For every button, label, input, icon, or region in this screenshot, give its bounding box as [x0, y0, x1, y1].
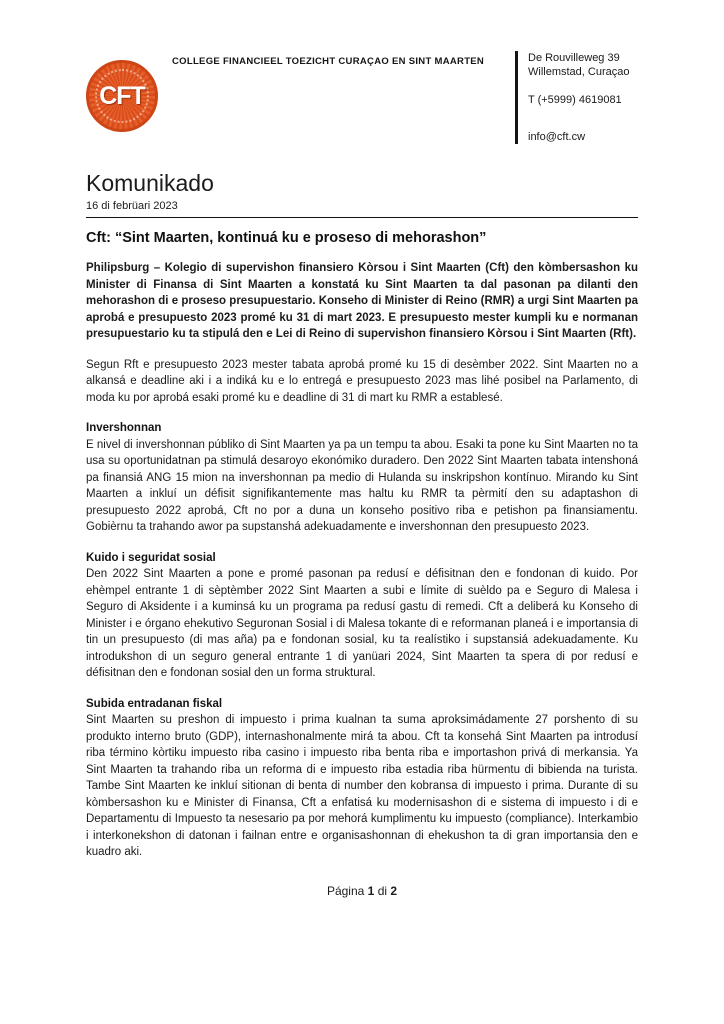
document-body [86, 170, 638, 861]
section-body: Den 2022 Sint Maarten a pone e promé pasonan pa redusí e défisitnan den e fondonan di kuido. Por ehèmpel entrante 1 di sèptèmber 2022 Sint Maarten a subi e límite di suèldo pa e Seguro di Malesa i Seguro di Aksidente i a kuminsá ku un programa pa redusí gastu di remedi. Cft a deliberá ku Konseho di Minister i e órgano ehekutivo Seguronan Sosial i di Malesa tokante di e reformanan planeá i e importansia di tin un presupuesto (di mas aña) pa e fondonan sosial, ku ta realístiko i supstansiá adekuadamente. Ku introdukshon di un seguro general entrante 1 di yanüari 2024, Sint Maarten ta spera di por redusí e défisitnan den e fondonan sosial den un forma struktural. [86, 568, 638, 679]
cft-logo-text: CFT [99, 81, 145, 110]
footer-separator: di [377, 884, 388, 898]
document-date: 16 di febrüari 2023 [86, 200, 178, 212]
page-footer [0, 884, 724, 898]
footer-page-number: 1 [367, 884, 375, 898]
section-body: Sint Maarten su preshon di impuesto i prima kualnan ta suma aproksimádamente 27 porshento di su produkto interno bruto (GDP), internashonalmente mirá ta abou. Cft ta konsehá Sint Maarten pa introdusí riba término kòrtiku impuesto riba casino i impuesto riba benta riba e importashon privá di merkansia. Ya Sint Maarten ta trahando riba un reforma di e impuesto riba estadia riba hürmentu di bibienda na turista. Tambe Sint Maarten ke inkluí sitionan di benta di number den kobransa di impuesto i prima. Durante di su kòmbersashon ku e Minister di Finansa, Cft a enfatisá ku modernisashon di e sistema di impuesto i di e Departamentu di Impuesto ta nesesario pa por mehorá kumplimentu ku impuesto (compliance). Interkambio i interkonekshon di datonan i failnan entre e organisashonnan di ehekushon ta di gran importansia den e kuadro aki. [86, 714, 638, 858]
section-heading-invershonnan: Invershonnan [86, 422, 162, 434]
section-body: E nivel di invershonnan públiko di Sint Maarten ya pa un tempu ta abou. Esaki ta pone ku Sint Maarten no ta usa su oportunidatnan pa stimulá desaroyo ekonómiko duradero. Den 2022 Sint Maarten tabata intenshoná pa finansiá ANG 15 mion na invershonnan pa medio di Hulanda su inskripshon kontínuo. Mirando ku Sint Maarten a inkluí un défisit signifikantemente mas haltu ku RMR ta pèrmití den su adaptashon di presupuesto 2022 aprobá, Cft no por a duna un konseho positivo riba e petishon pa finansiamentu. Gobièrnu ta trahando awor pa supstanshá adekuadamente e invershonnan den presupuesto 2023. [86, 438, 638, 533]
lead-paragraph: Philipsburg – Kolegio di supervishon finansiero Kòrsou i Sint Maarten (Cft) den kòmbersashon ku Minister di Finansa di Sint Maarten a konstatá ku Sint Maarten ta dal pasonan pa dilanti den mehorashon di e proseso presupuestario. Konseho di Minister di Reino (RMR) a urgi Sint Maarten pa aprobá e presupuesto 2023 promé ku 31 di mart 2023. E presupuesto mester kumpli ku e normanan presupuestario ku ta stipulá den e Lei di Reino di supervishon finansiero Kòrsou i Sint Maarten (Rft). [86, 262, 638, 340]
address-line-2: Willemstad, Curaçao [528, 66, 630, 78]
email-address: info@cft.cw [528, 131, 586, 143]
footer-page-total: 2 [390, 884, 398, 898]
organization-name: COLLEGE FINANCIEEL TOEZICHT CURAÇAO EN SINT MAARTEN [172, 56, 485, 67]
footer-label: Página [326, 884, 365, 898]
section-heading-kuido: Kuido i seguridat sosial [86, 551, 216, 564]
address-line-1: De Rouvilleweg 39 [528, 52, 620, 64]
headline: Cft: “Sint Maarten, kontinuá ku e proseso di mehorashon” [86, 230, 487, 246]
cft-logo [86, 60, 158, 132]
paragraph: Segun Rft e presupuesto 2023 mester tabata aprobá promé ku 15 di desèmber 2022. Sint Maarten no a alkansá e deadline aki i a indiká ku e lo entregá e presupuesto 2023 mas lihé posibel na Parlamento, di moda ku por aprobá esaki promé ku e deadline di 31 di mart ku RMR a establesé. [86, 358, 638, 404]
letterhead [0, 0, 724, 165]
document-title: Komunikado [86, 170, 214, 196]
title-divider [86, 217, 638, 218]
phone-number: T (+5999) 4619081 [528, 94, 622, 106]
contact-block [515, 51, 629, 144]
section-heading-subida: Subida entradanan fiskal [86, 697, 223, 710]
